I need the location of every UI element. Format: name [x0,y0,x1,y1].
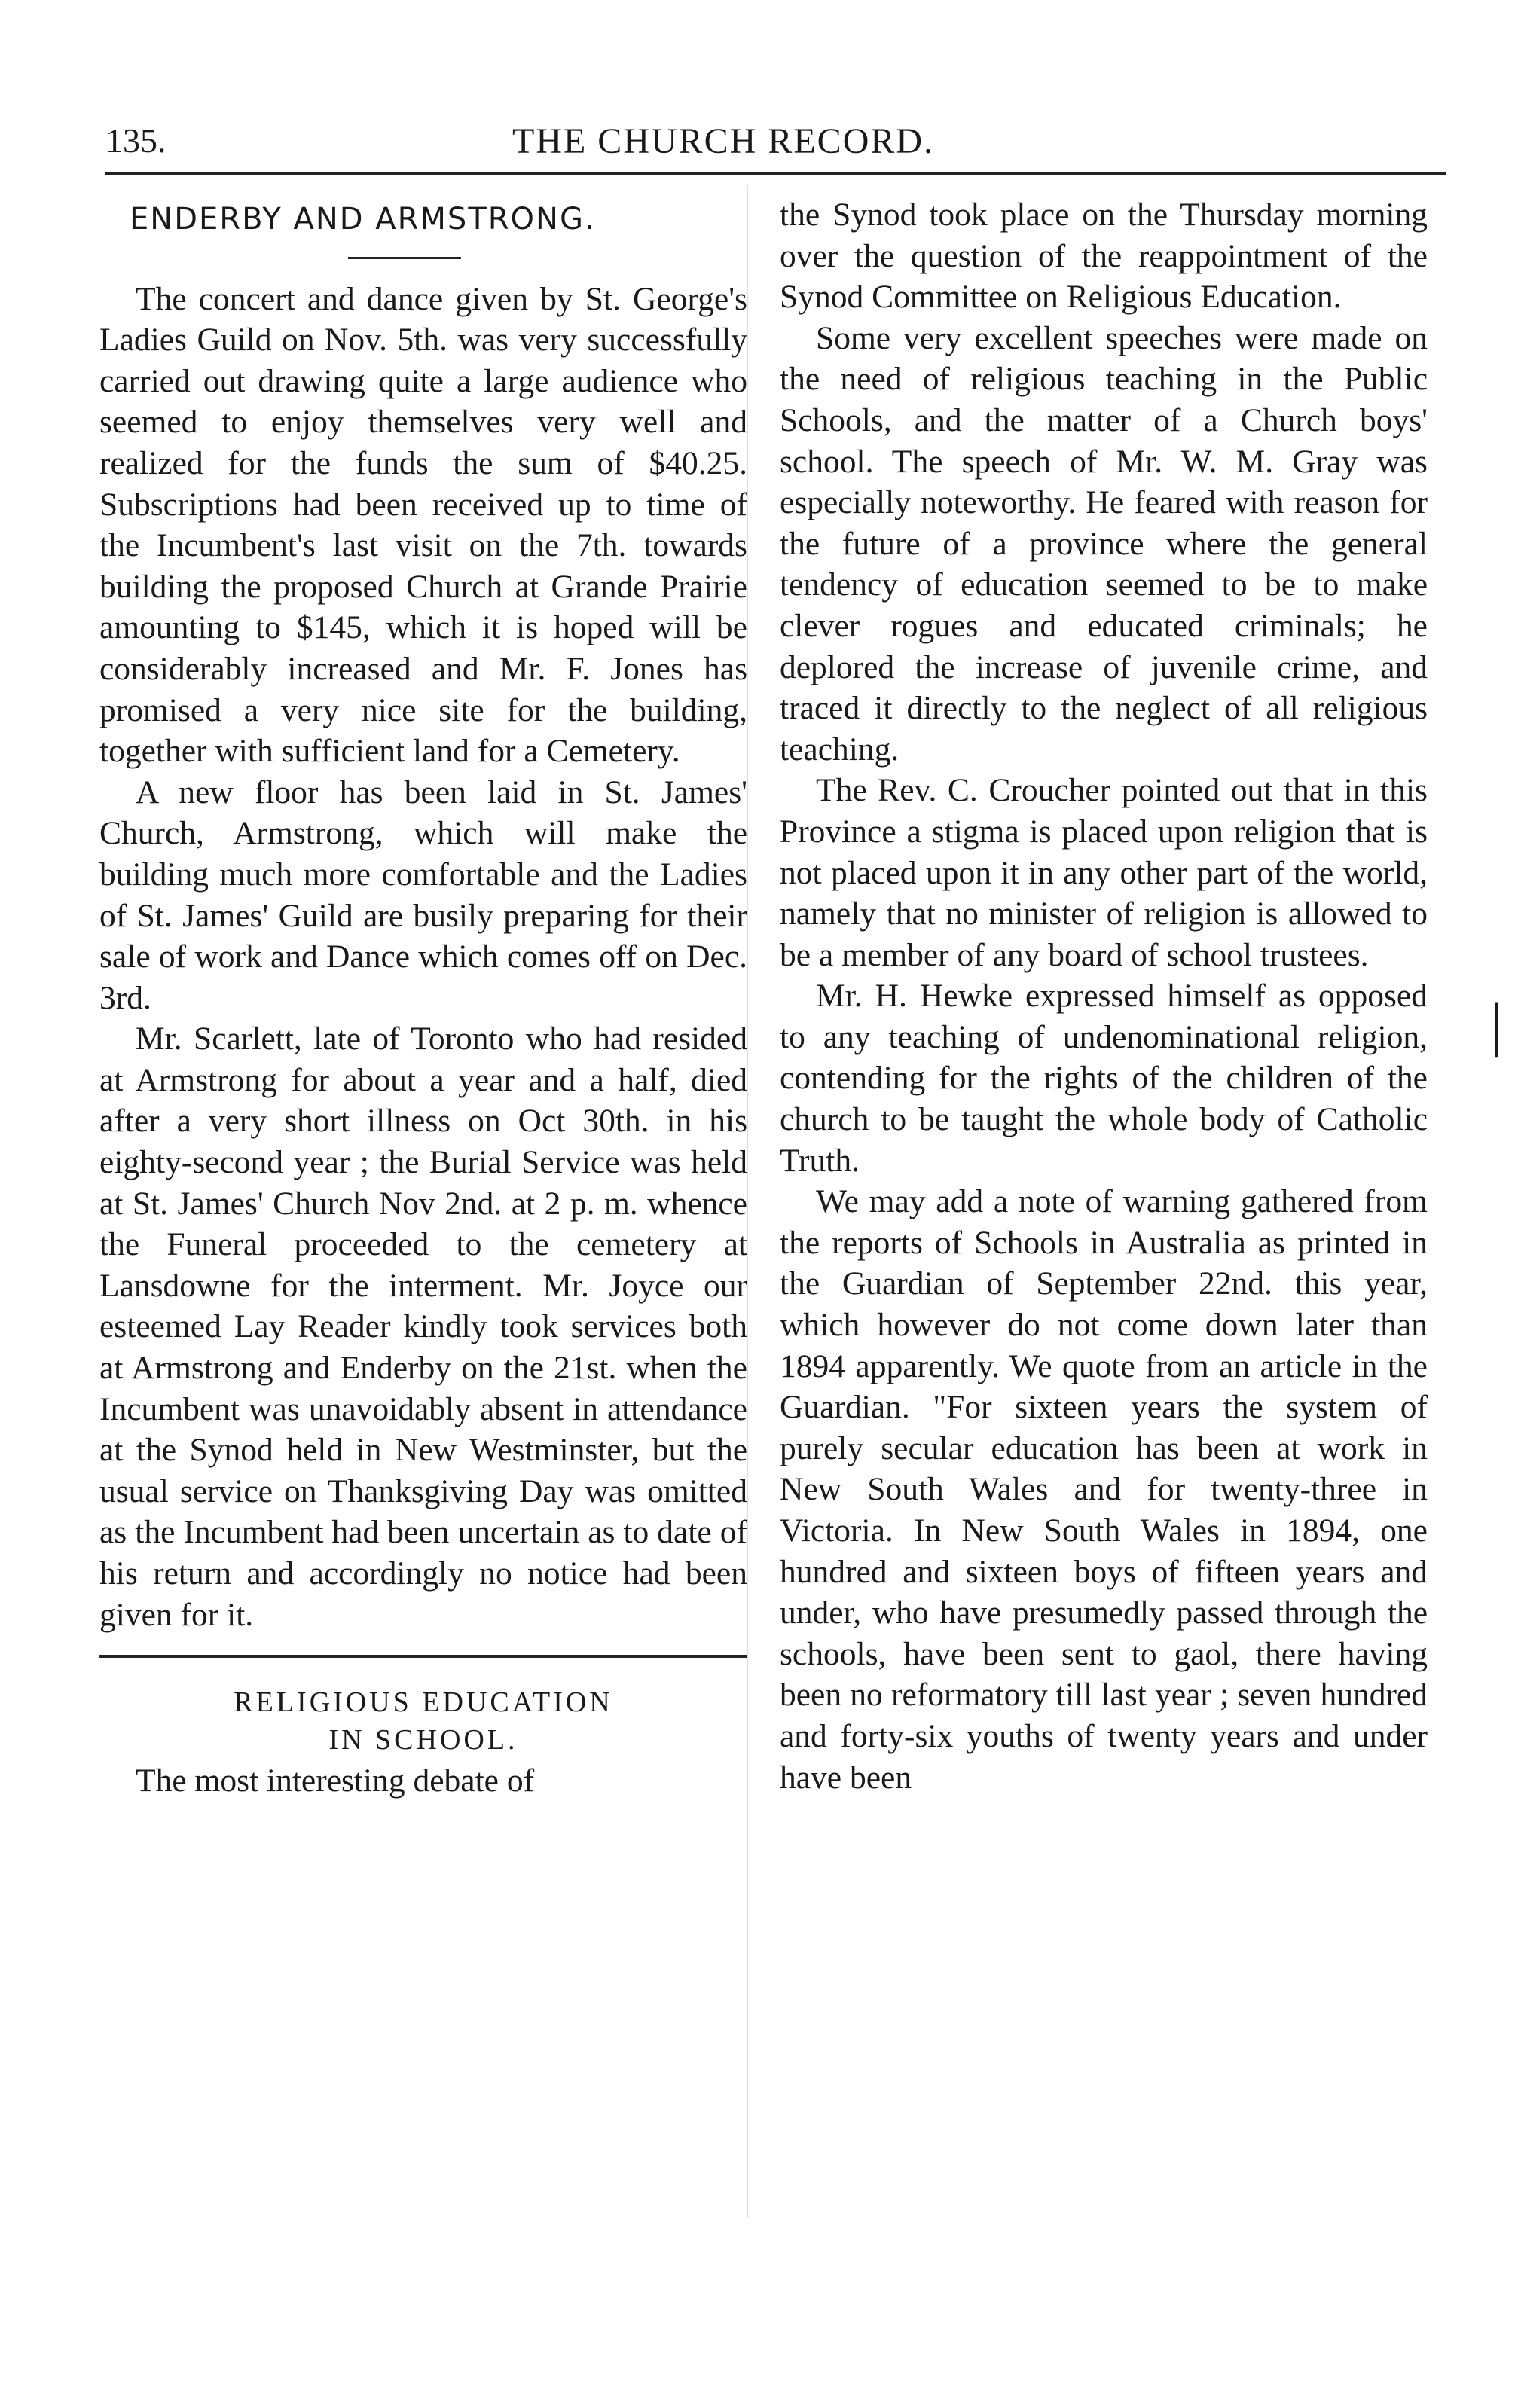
paragraph: the Synod took place on the Thursday morning over the question of the reappointment of the Synod Committee on Religious Education. [780,197,1428,316]
article-subheading: IN SCHOOL. [328,1724,518,1756]
journal-title: THE CHURCH RECORD. [512,121,935,161]
paragraph: The most interesting debate of [136,1763,535,1799]
header-rule [105,172,1446,175]
paragraph: The concert and dance given by St. George's Ladies Guild on Nov. 5th. was very successfully carried out drawing quite a large audience who seemed to enjoy themselves very well and realized for the funds the sum of $40.25. Subscriptions had been received up to time of the Incumbent's last visit on the 7th. towards building the proposed Church at Grande Prairie amounting to $145, which it is hoped will be considerably increased and Mr. F. Jones has promised a very nice site for the building, together with sufficient land for a Cemetery. [99,280,747,770]
paragraph: Some very excellent speeches were made on the need of religious teaching in the Public Schools, and the matter of a Church boys' school. The speech of Mr. W. M. Gray was especially noteworthy. He feared with reason for the future of a province where the general tendency of education seemed to be to make clever rogues and educated criminals; he deplored the increase of juvenile crime, and traced it directly to the neglect of all religious teaching. [780,319,1428,768]
paragraph: A new floor has been laid in St. James' Church, Armstrong, which will make the building much more comfortable and the Ladies of St. James' Guild are busily preparing for their sale of work and Dance which comes off on Dec. 3rd. [99,774,747,1016]
page-number: 135. [105,121,166,160]
paragraph: We may add a note of warning gathered from the reports of Schools in Australia as printed in the Guardian of September 22nd. this year, which however do not come down later than 1894 apparently. We quote from an article in the Guardian. "For sixteen years the system of purely secular education has been at work in New South Wales and for twenty-three in Victoria. In New South Wales in 1894, one hundred and sixteen boys of fifteen years and under, who have presumedly passed through the schools, have been sent to gaol, there having been no reformatory till last year ; seven hundred and forty-six youths of twenty years and under have been [780,1183,1428,1796]
heading-underline [348,257,461,259]
paragraph: Mr. Scarlett, late of Toronto who had resided at Armstrong for about a year and a half, died after a very short illness on Oct 30th. in his eighty-second year ; the Burial Service was held at St. James' Church Nov 2nd. at 2 p. m. whence the Funeral proceeded to the cemetery at Lansdowne for the interment. Mr. Joyce our esteemed Lay Reader kindly took services both at Armstrong and Enderby on the 21st. when the Incumbent was unavoidably absent in attendance at the Synod held in New Westminster, but the usual service on Thanksgiving Day was omitted as the Incumbent had been uncertain as to date of his return and accordingly no notice had been given for it. [99,1021,747,1633]
margin-mark-icon: │ [1480,1003,1513,1053]
left-column [99,194,747,1802]
paragraph: The Rev. C. Croucher pointed out that in this Province a stigma is placed upon religion that is not placed upon it in any other part of the world, namely that no minister of religion is allowed to be a member of any board of school trustees. [780,772,1428,973]
article-heading-religious-education: RELIGIOUS EDUCATION [234,1686,613,1719]
column-divider [747,185,748,2218]
article-heading-enderby: ENDERBY AND ARMSTRONG. [130,202,596,237]
paragraph: Mr. H. Hewke expressed himself as opposed to any teaching of undenominational religion, contending for the rights of the children of the church to be taught the whole body of Catholic Truth. [780,978,1428,1179]
section-separator [99,1655,747,1658]
right-column [780,194,1428,1798]
